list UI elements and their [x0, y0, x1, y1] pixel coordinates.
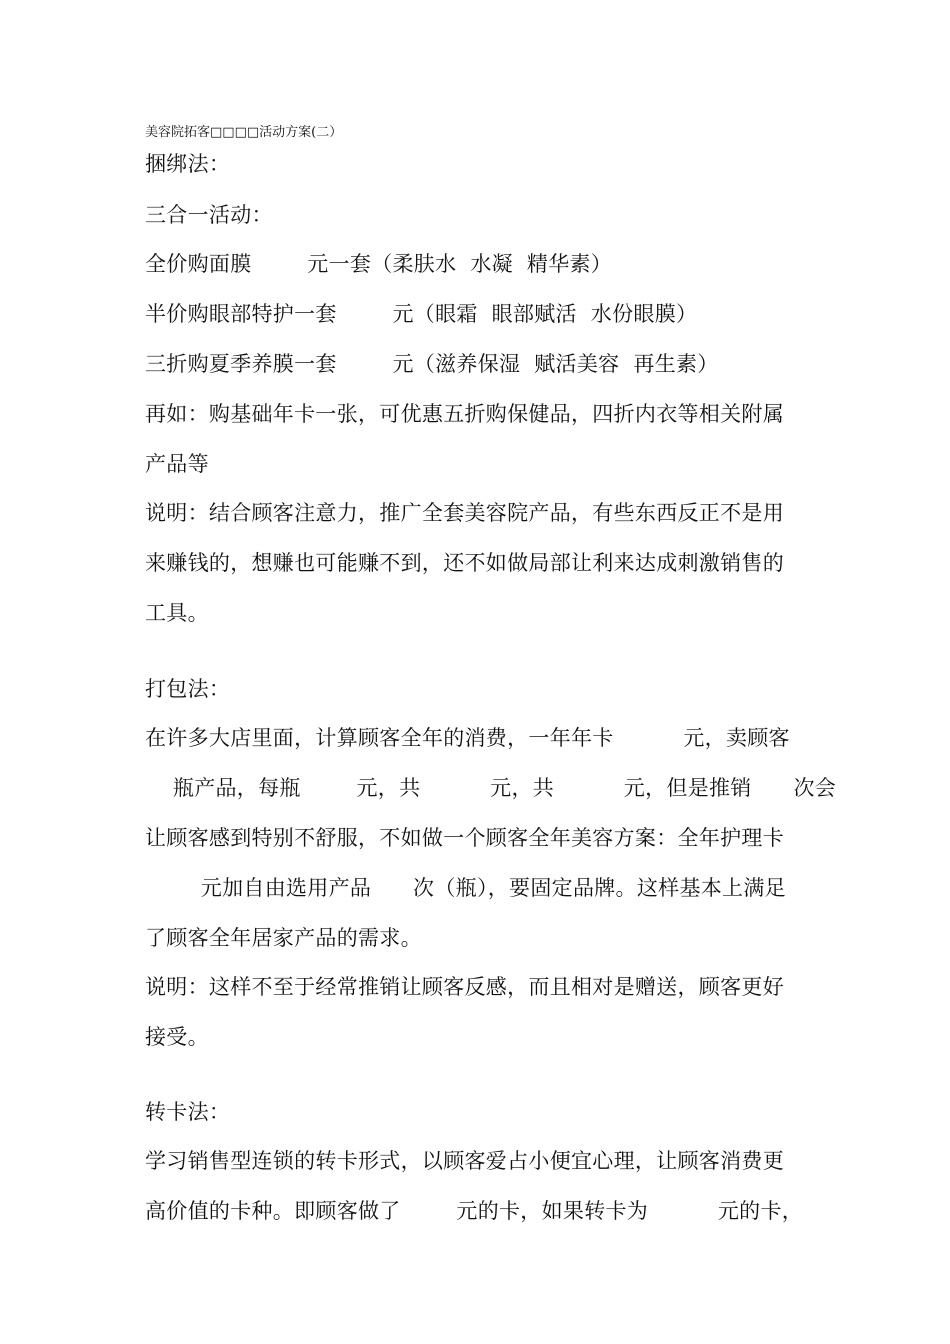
paragraph-line: 瓶产品，每瓶 元，共 元，共 元，但是推销 次会 — [145, 776, 837, 800]
paragraph-line: 三折购夏季养膜一套 元（滋养保湿 赋活美容 再生素） — [145, 352, 719, 376]
paragraph-line: 让顾客感到特别不舒服，不如做一个顾客全年美容方案：全年护理卡 — [145, 826, 784, 850]
paragraph-line: 元加自由选用产品 次（瓶），要固定品牌。这样基本上满足 — [145, 876, 786, 900]
paragraph-line: 高价值的卡种。即顾客做了 元的卡，如果转卡为 元的卡， — [145, 1199, 804, 1223]
paragraph-line: 说明：结合顾客注意力，推广全套美容院产品，有些东西反正不是用 — [145, 501, 784, 525]
paragraph-line: 三合一活动： — [145, 203, 273, 227]
paragraph-line: 了顾客全年居家产品的需求。 — [145, 926, 422, 950]
section-heading-package: 打包法： — [145, 677, 231, 701]
document-title: 美容院拓客□□□□活动方案(二） — [145, 125, 343, 140]
paragraph-line: 来赚钱的，想赚也可能赚不到，还不如做局部让利来达成刺激销售的 — [145, 551, 784, 575]
paragraph-line: 半价购眼部特护一套 元（眼霜 眼部赋活 水份眼膜） — [145, 302, 698, 326]
paragraph-line: 再如：购基础年卡一张，可优惠五折购保健品，四折内衣等相关附属 — [145, 402, 784, 426]
paragraph-line: 产品等 — [145, 452, 209, 476]
section-heading-bundling: 捆绑法： — [145, 152, 231, 176]
section-heading-card-transfer: 转卡法： — [145, 1100, 231, 1124]
paragraph-line: 在许多大店里面，计算顾客全年的消费，一年年卡 元，卖顾客 — [145, 726, 790, 750]
paragraph-line: 接受。 — [145, 1025, 209, 1049]
paragraph-line: 工具。 — [145, 601, 209, 625]
paragraph-line: 全价购面膜 元一套（柔肤水 水凝 精华素） — [145, 252, 613, 276]
paragraph-line: 学习销售型连锁的转卡形式，以顾客爱占小便宜心理，让顾客消费更 — [145, 1149, 784, 1173]
paragraph-line: 说明：这样不至于经常推销让顾客反感，而且相对是赠送，顾客更好 — [145, 975, 784, 999]
